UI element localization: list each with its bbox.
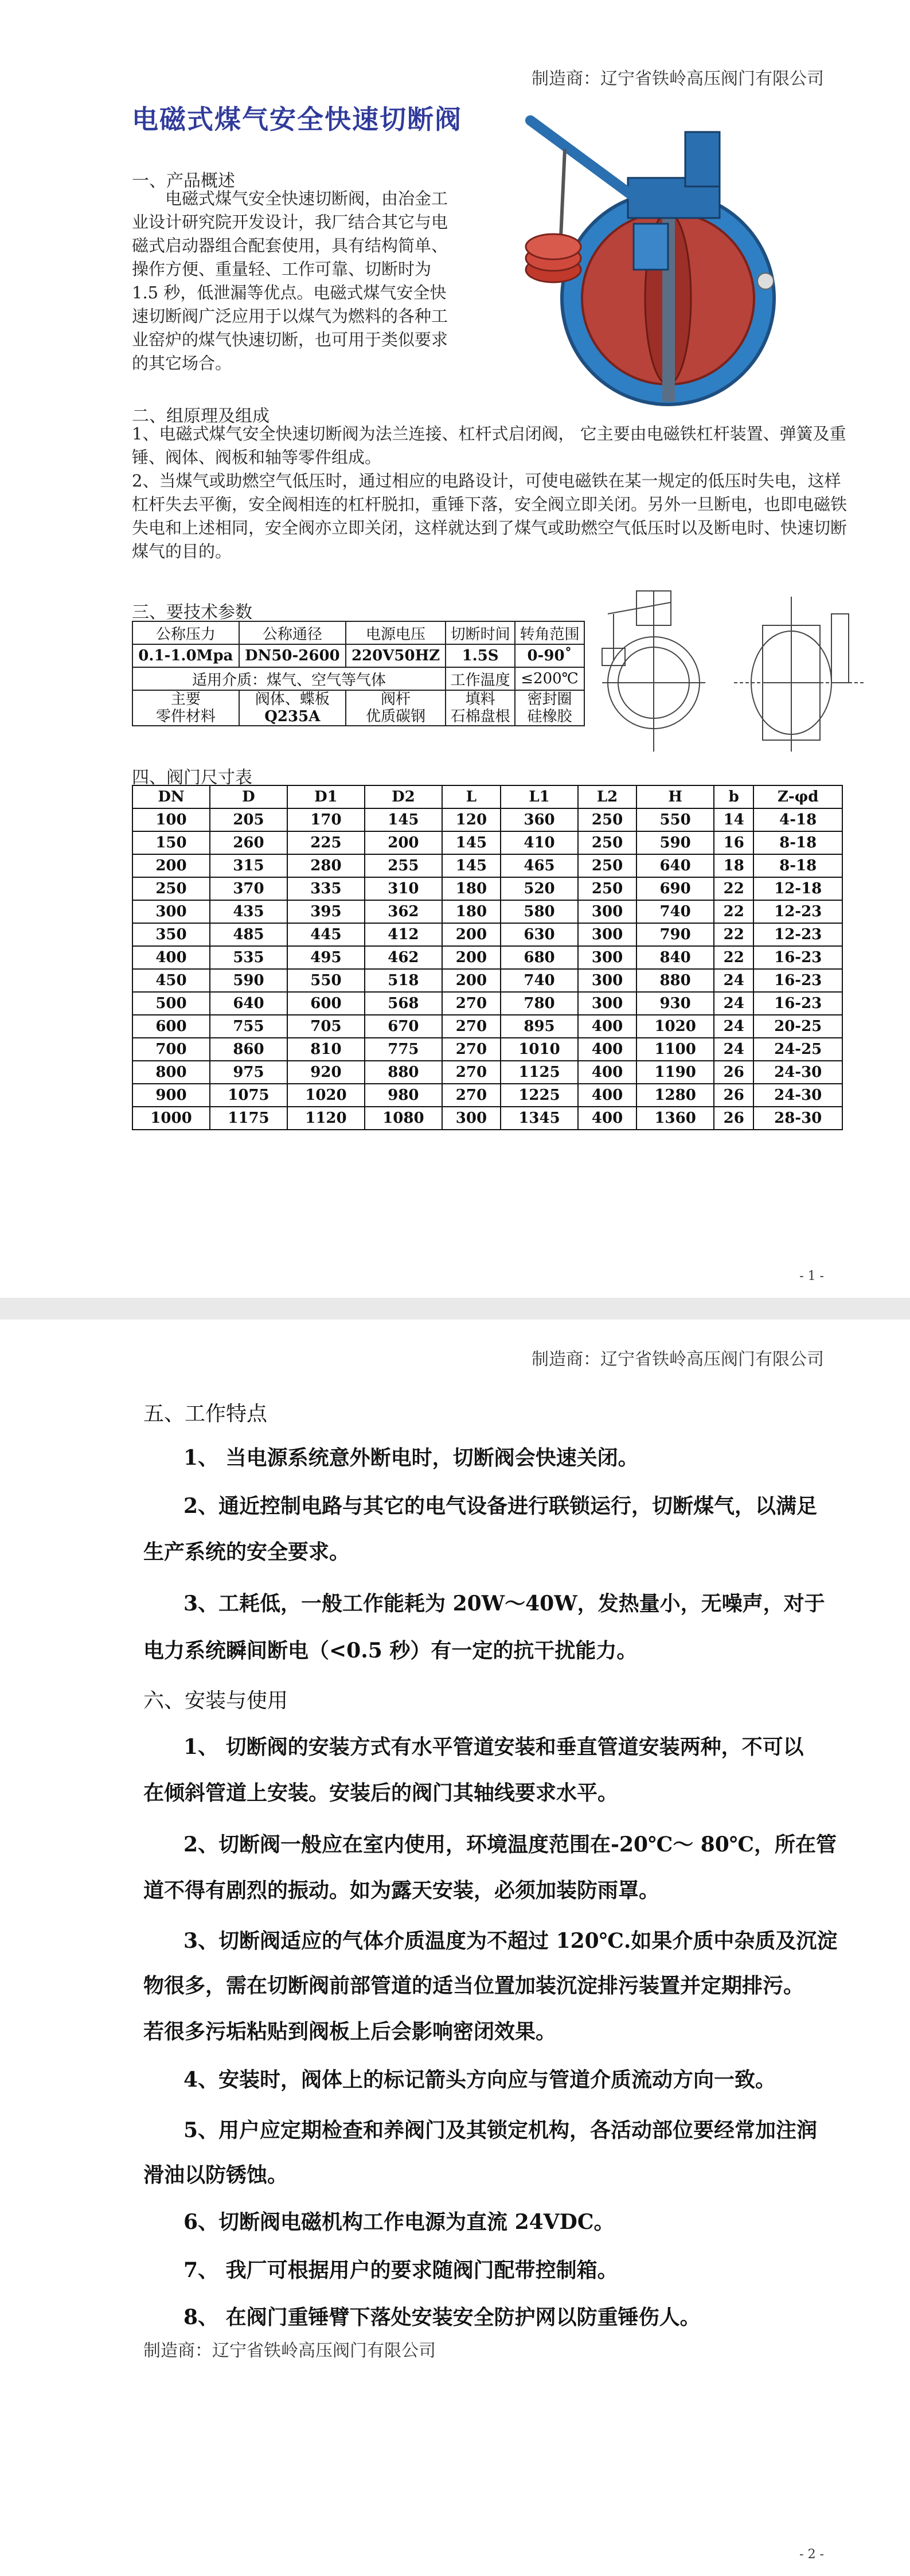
table-cell: 740 (636, 900, 714, 923)
table-row (132, 1084, 842, 1107)
install-item: 8、 在阀门重锤臂下落处安装安全防护网以防重锤伤人。 (183, 2305, 701, 2329)
section-features-heading: 五、工作特点 (143, 1402, 268, 1426)
table-cell: 1010 (501, 1038, 578, 1061)
cell-line: 主要 (170, 691, 201, 708)
table-cell: 24 (714, 1038, 753, 1061)
cell-line: 填料 (465, 691, 495, 708)
install-item: 道不得有剧烈的振动。如为露天安装，必须加装防雨罩。 (143, 1878, 660, 1902)
table-cell: 860 (210, 1038, 287, 1061)
table-cell: 24 (714, 969, 753, 992)
table-cell: 12-23 (753, 900, 842, 923)
table-cell: 16-23 (753, 969, 842, 992)
table-cell: 24-25 (753, 1038, 842, 1061)
table-cell: 280 (287, 854, 365, 877)
table-cell: 1100 (636, 1038, 714, 1061)
table-header-row (132, 785, 842, 808)
text-line: 杠杆失去平衡，安全阀相连的杠杆脱扣，重锤下落，安全阀立即关闭。另外一旦断电，也即电磁铁 (132, 495, 847, 514)
cell-line: 密封圈 (527, 691, 572, 708)
table-cell: 700 (132, 1038, 210, 1061)
table-cell: 28-30 (753, 1107, 842, 1130)
table-cell: 600 (287, 992, 365, 1015)
table-cell: 370 (210, 877, 287, 900)
column-header: L1 (501, 785, 578, 808)
table-cell: 250 (578, 854, 636, 877)
table-cell: 24 (714, 1015, 753, 1038)
table-row (132, 946, 842, 969)
table-cell: 300 (578, 969, 636, 992)
table-cell: 120 (442, 808, 501, 831)
table-cell: 300 (442, 1107, 501, 1130)
table-cell: 895 (501, 1015, 578, 1038)
table-cell: 880 (365, 1061, 442, 1084)
table-cell: 790 (636, 923, 714, 946)
principle-paragraph (132, 422, 854, 563)
column-header: Z-φd (753, 785, 842, 808)
table-row (132, 992, 842, 1015)
table-cell: 1125 (501, 1061, 578, 1084)
table-cell: 200 (442, 946, 501, 969)
manufacturer-footer: 制造商：辽宁省铁岭高压阀门有限公司 (143, 2341, 436, 2361)
install-item: 6、切断阀电磁机构工作电源为直流 24VDC。 (183, 2210, 615, 2234)
install-item: 在倾斜管道上安装。安装后的阀门其轴线要求水平。 (143, 1781, 619, 1805)
table-cell: 400 (578, 1015, 636, 1038)
column-header: L (442, 785, 501, 808)
table-cell: 300 (578, 923, 636, 946)
dimension-table (132, 785, 843, 1130)
table-cell: 250 (578, 808, 636, 831)
table-cell: 465 (501, 854, 578, 877)
table-cell: 0-90˚ (515, 644, 584, 667)
text-line: 煤气的目的。 (132, 542, 232, 561)
table-cell: 755 (210, 1015, 287, 1038)
table-cell: 930 (636, 992, 714, 1015)
table-cell: 公称通径 (239, 621, 346, 644)
column-header: H (636, 785, 714, 808)
table-cell: 630 (501, 923, 578, 946)
install-item: 1、 切断阀的安装方式有水平管道安装和垂直管道安装两种，不可以 (183, 1735, 804, 1759)
document-title: 电磁式煤气安全快速切断阀 (132, 104, 462, 135)
table-cell: 400 (578, 1107, 636, 1130)
column-header: D1 (287, 785, 365, 808)
manufacturer-header: 制造商：辽宁省铁岭高压阀门有限公司 (532, 69, 824, 89)
table-row (132, 831, 842, 854)
table-cell: 300 (578, 946, 636, 969)
table-cell: 1000 (132, 1107, 210, 1130)
table-row (132, 621, 584, 644)
table-cell: 400 (578, 1061, 636, 1084)
cell-line: 阀体、蝶板 (255, 691, 330, 708)
table-row (132, 808, 842, 831)
table-cell: 920 (287, 1061, 365, 1084)
table-cell: 880 (636, 969, 714, 992)
table-cell: 1225 (501, 1084, 578, 1107)
table-cell: 18 (714, 854, 753, 877)
table-cell: 24-30 (753, 1084, 842, 1107)
table-cell: 600 (132, 1015, 210, 1038)
table-cell: 180 (442, 877, 501, 900)
spec-table (132, 621, 585, 726)
table-cell: 200 (132, 854, 210, 877)
table-row (132, 690, 584, 726)
table-cell: 412 (365, 923, 442, 946)
table-cell: 1175 (210, 1107, 287, 1130)
table-cell: 260 (210, 831, 287, 854)
table-cell (132, 690, 239, 726)
table-cell: 145 (365, 808, 442, 831)
table-cell: 500 (132, 992, 210, 1015)
table-cell: 395 (287, 900, 365, 923)
feature-item: 2、通近控制电路与其它的电气设备进行联锁运行，切断煤气，以满足 (183, 1494, 818, 1518)
table-cell: 255 (365, 854, 442, 877)
table-cell: 350 (132, 923, 210, 946)
table-cell: 0.1-1.0Mpa (132, 644, 239, 667)
table-cell: 640 (636, 854, 714, 877)
cell-line: 零件材料 (155, 708, 216, 725)
table-cell (346, 690, 446, 726)
table-cell: 780 (501, 992, 578, 1015)
column-header: DN (132, 785, 210, 808)
table-cell: 26 (714, 1061, 753, 1084)
table-cell: 590 (210, 969, 287, 992)
table-cell: 535 (210, 946, 287, 969)
table-cell: 315 (210, 854, 287, 877)
table-cell: 电源电压 (346, 621, 446, 644)
table-cell: 225 (287, 831, 365, 854)
table-cell: 26 (714, 1107, 753, 1130)
table-cell: 335 (287, 877, 365, 900)
column-header: D (210, 785, 287, 808)
install-item: 7、 我厂可根据用户的要求随阀门配带控制箱。 (183, 2258, 618, 2282)
cell-line: 优质碳钢 (366, 708, 426, 725)
table-cell: 22 (714, 900, 753, 923)
table-cell: 400 (132, 946, 210, 969)
table-cell: 1190 (636, 1061, 714, 1084)
install-item: 3、切断阀适应的气体介质温度为不超过 120℃.如果介质中杂质及沉淀 (183, 1929, 838, 1953)
table-cell: 1020 (636, 1015, 714, 1038)
table-cell: 200 (442, 969, 501, 992)
table-cell: 145 (442, 854, 501, 877)
table-cell: 180 (442, 900, 501, 923)
overview-paragraph (132, 187, 487, 375)
cell-line: 阀杆 (381, 691, 411, 708)
table-cell: 810 (287, 1038, 365, 1061)
table-cell: 360 (501, 808, 578, 831)
table-cell: 1345 (501, 1107, 578, 1130)
table-cell: 300 (578, 900, 636, 923)
install-item: 2、切断阀一般应在室内使用，环境温度范围在-20℃～ 80℃，所在管 (183, 1832, 837, 1857)
table-cell: 26 (714, 1084, 753, 1107)
table-cell: 690 (636, 877, 714, 900)
table-cell: 580 (501, 900, 578, 923)
table-cell: 568 (365, 992, 442, 1015)
table-cell: 680 (501, 946, 578, 969)
table-cell: 840 (636, 946, 714, 969)
text-line: 业窑炉的煤气快速切断，也可用于类似要求 (132, 330, 448, 349)
table-cell: 520 (501, 877, 578, 900)
table-cell: 670 (365, 1015, 442, 1038)
table-cell: 切断时间 (446, 621, 515, 644)
feature-item: 生产系统的安全要求。 (143, 1540, 350, 1564)
feature-item: 1、 当电源系统意外断电时，切断阀会快速关闭。 (183, 1446, 639, 1470)
page-number: - 2 - (799, 2547, 824, 2562)
table-cell: 740 (501, 969, 578, 992)
table-cell: 495 (287, 946, 365, 969)
column-header: D2 (365, 785, 442, 808)
install-item: 物很多，需在切断阀前部管道的适当位置加装沉淀排污装置并定期排污。 (143, 1974, 804, 1998)
table-cell: 200 (365, 831, 442, 854)
feature-item: 电力系统瞬间断电（<0.5 秒）有一定的抗干扰能力。 (143, 1639, 638, 1663)
table-cell: 590 (636, 831, 714, 854)
table-cell: 170 (287, 808, 365, 831)
table-cell: 705 (287, 1015, 365, 1038)
table-cell: 400 (578, 1084, 636, 1107)
text-line: 2、当煤气或助燃空气低压时，通过相应的电路设计，可使电磁铁在某一规定的低压时失电，这样 (132, 471, 841, 491)
table-cell: 适用介质：煤气、空气等气体 (132, 667, 446, 690)
table-cell: 550 (636, 808, 714, 831)
table-cell: 16 (714, 831, 753, 854)
table-cell: 270 (442, 1061, 501, 1084)
text-line: 的其它场合。 (132, 353, 232, 373)
table-cell: 1280 (636, 1084, 714, 1107)
table-cell: 22 (714, 946, 753, 969)
table-cell: 640 (210, 992, 287, 1015)
text-line: 失电和上述相同，安全阀亦立即关闭，这样就达到了煤气或助燃空气低压时以及断电时、快速切断 (132, 518, 847, 538)
table-cell (239, 690, 346, 726)
table-cell: 150 (132, 831, 210, 854)
table-row (132, 900, 842, 923)
table-cell: 550 (287, 969, 365, 992)
table-cell: 518 (365, 969, 442, 992)
table-cell: 转角范围 (515, 621, 584, 644)
table-cell: 800 (132, 1061, 210, 1084)
table-cell: 270 (442, 1084, 501, 1107)
table-cell: 205 (210, 808, 287, 831)
table-cell: 24-30 (753, 1061, 842, 1084)
table-cell: 24 (714, 992, 753, 1015)
text-line: 锤、阀体、阀板和轴等零件组成。 (132, 448, 382, 467)
table-cell: 300 (132, 900, 210, 923)
valve-product-image (496, 109, 794, 419)
table-cell: 775 (365, 1038, 442, 1061)
table-cell: 1080 (365, 1107, 442, 1130)
table-cell: 270 (442, 1038, 501, 1061)
table-row (132, 667, 584, 690)
table-cell: 410 (501, 831, 578, 854)
table-cell: 1.5S (446, 644, 515, 667)
page-number: - 1 - (799, 1269, 824, 1283)
text-line: 业设计研究院开发设计，我厂结合其它与电 (132, 212, 448, 232)
page-2 (0, 1320, 910, 2576)
table-cell: 362 (365, 900, 442, 923)
install-item: 5、用户应定期检查和养阀门及其锁定机构，各活动部位要经常加注润 (183, 2118, 818, 2142)
table-body (132, 808, 842, 1130)
table-cell (446, 690, 515, 726)
table-row (132, 877, 842, 900)
table-cell: 270 (442, 992, 501, 1015)
column-header: b (714, 785, 753, 808)
section-specs-heading: 三、要技术参数 (132, 602, 252, 622)
cell-line: 硅橡胶 (527, 708, 572, 725)
section-principle-heading: 二、组原理及组成 (132, 406, 270, 426)
table-cell: 250 (578, 877, 636, 900)
table-cell: 22 (714, 877, 753, 900)
table-cell: 435 (210, 900, 287, 923)
cell-line: Q235A (264, 708, 321, 725)
table-cell: 270 (442, 1015, 501, 1038)
text-line: 1.5 秒，低泄漏等优点。电磁式煤气安全快 (132, 283, 447, 302)
table-cell: 20-25 (753, 1015, 842, 1038)
table-cell: 1360 (636, 1107, 714, 1130)
table-row (132, 1015, 842, 1038)
table-cell: 8-18 (753, 854, 842, 877)
text-line: 磁式启动器组合配套使用，具有结构简单、 (132, 236, 448, 255)
table-cell: 900 (132, 1084, 210, 1107)
install-item: 若很多污垢粘贴到阀板上后会影响密闭效果。 (143, 2019, 557, 2044)
table-cell: ≤200℃ (515, 667, 584, 690)
install-item: 4、安装时，阀体上的标记箭头方向应与管道介质流动方向一致。 (183, 2068, 776, 2092)
table-cell: 980 (365, 1084, 442, 1107)
table-cell: 1120 (287, 1107, 365, 1130)
valve-technical-drawing (591, 579, 877, 757)
table-row (132, 1107, 842, 1130)
table-cell: 400 (578, 1038, 636, 1061)
table-cell: 1075 (210, 1084, 287, 1107)
text-line: 1、电磁式煤气安全快速切断阀为法兰连接、杠杆式启闭阀， 它主要由电磁铁杠杆装置、弹簧及重 (132, 424, 846, 443)
table-row (132, 1061, 842, 1084)
table-cell: 16-23 (753, 946, 842, 969)
column-header: L2 (578, 785, 636, 808)
table-cell: 300 (578, 992, 636, 1015)
table-cell: 445 (287, 923, 365, 946)
table-row (132, 644, 584, 667)
text-line: 电磁式煤气安全快速切断阀，由冶金工 (165, 189, 448, 208)
table-cell: DN50-2600 (239, 644, 346, 667)
table-row (132, 923, 842, 946)
table-cell: 200 (442, 923, 501, 946)
table-cell (515, 690, 584, 726)
install-item: 滑油以防锈蚀。 (143, 2163, 288, 2187)
cell-line: 石棉盘根 (450, 708, 510, 725)
table-row (132, 854, 842, 877)
table-cell: 4-18 (753, 808, 842, 831)
table-cell: 462 (365, 946, 442, 969)
table-cell: 975 (210, 1061, 287, 1084)
table-cell: 450 (132, 969, 210, 992)
table-cell: 22 (714, 923, 753, 946)
table-cell: 公称压力 (132, 621, 239, 644)
table-cell: 250 (578, 831, 636, 854)
table-row (132, 969, 842, 992)
section-dimensions-heading: 四、阀门尺寸表 (132, 768, 252, 788)
table-cell: 1020 (287, 1084, 365, 1107)
table-cell: 310 (365, 877, 442, 900)
section-overview-heading: 一、产品概述 (132, 171, 235, 191)
text-line: 速切断阀广泛应用于以煤气为燃料的各种工 (132, 306, 448, 326)
feature-item: 3、工耗低，一般工作能耗为 20W～40W，发热量小，无噪声，对于 (183, 1591, 825, 1616)
table-cell: 220V50HZ (346, 644, 446, 667)
text-line: 操作方便、重量轻、工作可靠、切断时为 (132, 259, 432, 279)
section-install-heading: 六、安装与使用 (143, 1689, 288, 1713)
table-cell: 8-18 (753, 831, 842, 854)
table-cell: 16-23 (753, 992, 842, 1015)
manufacturer-header: 制造商：辽宁省铁岭高压阀门有限公司 (532, 1349, 824, 1369)
table-cell: 145 (442, 831, 501, 854)
table-cell: 12-18 (753, 877, 842, 900)
table-cell: 12-23 (753, 923, 842, 946)
table-cell: 485 (210, 923, 287, 946)
table-cell: 250 (132, 877, 210, 900)
table-cell: 工作温度 (446, 667, 515, 690)
table-cell: 14 (714, 808, 753, 831)
table-cell: 100 (132, 808, 210, 831)
table-row (132, 1038, 842, 1061)
